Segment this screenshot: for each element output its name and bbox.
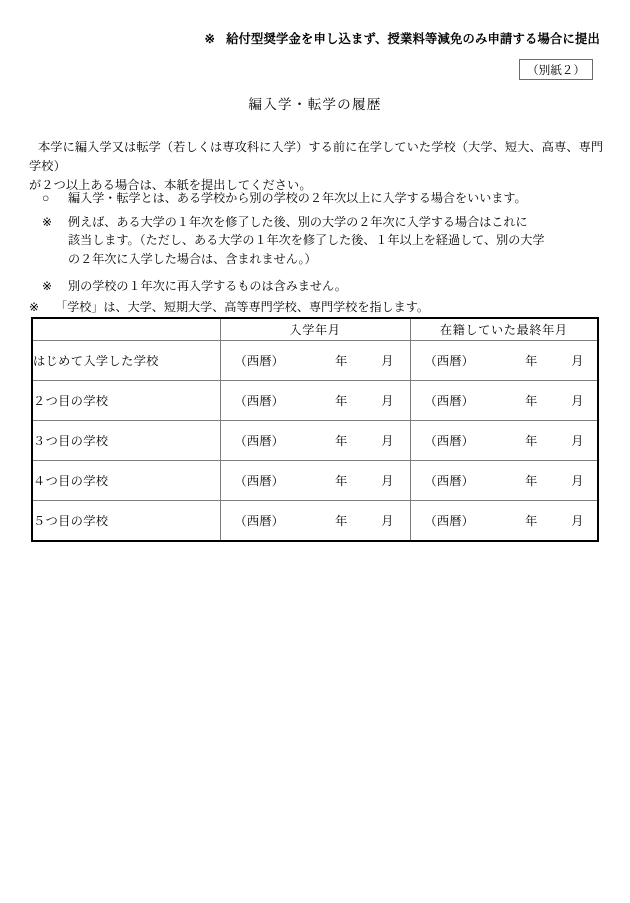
enrollment-history-table bbox=[31, 317, 599, 542]
note-item bbox=[42, 277, 607, 296]
note-text-continued: の２年次に入学した場合は、含まれません。） bbox=[68, 251, 317, 266]
top-notice bbox=[0, 29, 600, 47]
calendar-label: （西暦） bbox=[424, 354, 475, 368]
year-label: 年 bbox=[335, 434, 348, 448]
year-label: 年 bbox=[335, 474, 348, 488]
row-label-school-1: はじめて入学した学校 bbox=[32, 341, 220, 381]
row-label-school-2: ２つ目の学校 bbox=[32, 381, 220, 421]
school-definition-text: 「学校」は、大学、短期大学、高等専門学校、専門学校を指します。 bbox=[55, 300, 429, 314]
row-label-school-5: ５つ目の学校 bbox=[32, 501, 220, 542]
top-notice-text: 給付型奨学金を申し込まず、授業料等減免のみ申請する場合に提出 bbox=[226, 32, 600, 46]
calendar-label: （西暦） bbox=[234, 514, 285, 528]
table-header-blank bbox=[32, 318, 220, 341]
month-label: 月 bbox=[381, 354, 394, 368]
note-text: 編入学・転学とは、ある学校から別の学校の２年次以上に入学する場合をいいます。 bbox=[68, 191, 527, 205]
calendar-label: （西暦） bbox=[424, 474, 475, 488]
notes-list bbox=[42, 189, 607, 301]
form-tag-label: （別紙２） bbox=[527, 63, 585, 77]
entry-date-field-4[interactable] bbox=[220, 461, 410, 501]
form-tag-box bbox=[519, 59, 593, 80]
month-label: 月 bbox=[571, 434, 584, 448]
table-row bbox=[32, 421, 598, 461]
entry-date-field-1[interactable] bbox=[220, 341, 410, 381]
table-row bbox=[32, 461, 598, 501]
note-text: 別の学校の１年次に再入学するものは含みません。 bbox=[68, 279, 347, 293]
calendar-label: （西暦） bbox=[234, 474, 285, 488]
calendar-label: （西暦） bbox=[424, 434, 475, 448]
calendar-label: （西暦） bbox=[424, 514, 475, 528]
entry-date-field-3[interactable] bbox=[220, 421, 410, 461]
month-label: 月 bbox=[571, 354, 584, 368]
row-label-school-3: ３つ目の学校 bbox=[32, 421, 220, 461]
month-label: 月 bbox=[381, 434, 394, 448]
entry-date-field-2[interactable] bbox=[220, 381, 410, 421]
note-text-continued: 該当します。（ただし、ある大学の１年次を修了した後、１年以上を経過して、別の大学 bbox=[68, 233, 545, 247]
intro-line-1: 本学に編入学又は転学（若しくは専攻科に入学）する前に在学していた学校（大学、短大、高専、専門学校） bbox=[29, 140, 604, 173]
school-definition-marker: ※ bbox=[29, 300, 40, 314]
calendar-label: （西暦） bbox=[424, 394, 475, 408]
year-label: 年 bbox=[335, 394, 348, 408]
calendar-label: （西暦） bbox=[234, 394, 285, 408]
year-label: 年 bbox=[525, 434, 538, 448]
year-label: 年 bbox=[525, 474, 538, 488]
table-row bbox=[32, 501, 598, 542]
entry-date-field-5[interactable] bbox=[220, 501, 410, 542]
note-marker: ○ bbox=[42, 191, 50, 205]
note-item bbox=[42, 213, 607, 269]
year-label: 年 bbox=[335, 514, 348, 528]
table-header-row bbox=[32, 318, 598, 341]
year-label: 年 bbox=[335, 354, 348, 368]
month-label: 月 bbox=[571, 514, 584, 528]
calendar-label: （西暦） bbox=[234, 434, 285, 448]
table-row bbox=[32, 341, 598, 381]
exit-date-field-4[interactable] bbox=[410, 461, 598, 501]
exit-date-field-1[interactable] bbox=[410, 341, 598, 381]
note-marker: ※ bbox=[42, 279, 53, 293]
note-marker: ※ bbox=[42, 214, 53, 229]
school-definition-note bbox=[29, 298, 429, 315]
table-row bbox=[32, 381, 598, 421]
month-label: 月 bbox=[381, 474, 394, 488]
month-label: 月 bbox=[381, 514, 394, 528]
year-label: 年 bbox=[525, 394, 538, 408]
exit-date-field-2[interactable] bbox=[410, 381, 598, 421]
note-item bbox=[42, 189, 607, 208]
year-label: 年 bbox=[525, 514, 538, 528]
exit-date-field-5[interactable] bbox=[410, 501, 598, 542]
top-notice-marker: ※ bbox=[204, 32, 216, 46]
table-header-exit-date: 在籍していた最終年月 bbox=[410, 318, 598, 341]
month-label: 月 bbox=[571, 394, 584, 408]
intro-line-2: が２つ以上ある場合は、本紙を提出してください。 bbox=[29, 178, 312, 192]
note-text: 例えば、ある大学の１年次を修了した後、別の大学の２年次に入学する場合はこれに bbox=[68, 214, 528, 229]
month-label: 月 bbox=[381, 394, 394, 408]
page-title: 編入学・転学の履歴 bbox=[248, 97, 382, 112]
intro-paragraph bbox=[29, 138, 607, 195]
exit-date-field-3[interactable] bbox=[410, 421, 598, 461]
calendar-label: （西暦） bbox=[234, 354, 285, 368]
row-label-school-4: ４つ目の学校 bbox=[32, 461, 220, 501]
year-label: 年 bbox=[525, 354, 538, 368]
table-header-entry-date: 入学年月 bbox=[220, 318, 410, 341]
month-label: 月 bbox=[571, 474, 584, 488]
